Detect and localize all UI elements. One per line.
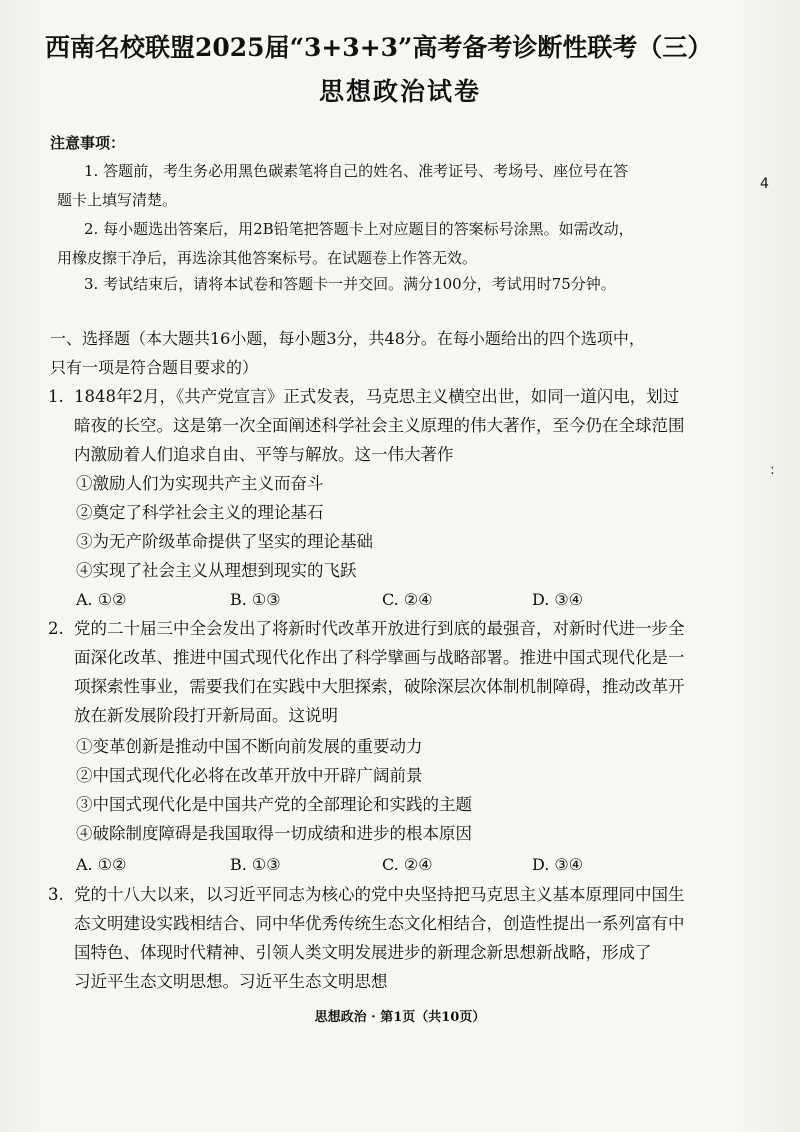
section-heading-line: 只有一项是符合题目要求的） bbox=[50, 358, 259, 377]
statement-option: ①变革创新是推动中国不断向前发展的重要动力 bbox=[76, 737, 423, 756]
statement-option: ③中国式现代化是中国共产党的全部理论和实践的主题 bbox=[76, 795, 472, 814]
question-stem-line: 面深化改革、推进中国式现代化作出了科学擘画与战略部署。推进中国式现代化是一 bbox=[74, 648, 685, 667]
choice-c[interactable]: C. ②④ bbox=[382, 590, 433, 609]
question-stem-line: 国特色、体现时代精神、引领人类文明发展进步的新理念新思想新战略，形成了 bbox=[74, 943, 652, 962]
question-stem-line: 暗夜的长空。这是第一次全面阐述科学社会主义原理的伟大著作，至今仍在全球范围 bbox=[74, 416, 685, 435]
question-stem-line: 1848年2月，《共产党宣言》正式发表，马克思主义横空出世，如同一道闪电，划过 bbox=[74, 387, 680, 406]
question-stem-line: 党的十八大以来，以习近平同志为核心的党中央坚持把马克思主义基本原理同中国生 bbox=[74, 885, 685, 904]
statement-option: ③为无产阶级革命提供了坚实的理论基础 bbox=[76, 532, 373, 551]
question-stem-line: 项探索性事业，需要我们在实践中大胆探索，破除深层次体制机制障碍，推动改革开 bbox=[74, 677, 685, 696]
question-stem-line: 习近平生态文明思想。习近平生态文明思想 bbox=[74, 972, 388, 991]
note-line: 2. 每小题选出答案后，用2B铅笔把答题卡上对应题目的答案标号涂黑。如需改动， bbox=[84, 220, 634, 238]
notes-heading: 注意事项： bbox=[50, 134, 126, 152]
statement-option: ④破除制度障碍是我国取得一切成绩和进步的根本原因 bbox=[76, 824, 472, 843]
note-line: 用橡皮擦干净后，再选涂其他答案标号。在试题卷上作答无效。 bbox=[57, 249, 478, 267]
question-number: 1. bbox=[48, 387, 64, 406]
choice-a[interactable]: A. ①② bbox=[76, 590, 127, 609]
question-stem-line: 党的二十届三中全会发出了将新时代改革开放进行到底的最强音，对新时代进一步全 bbox=[74, 619, 685, 638]
question-stem-line: 放在新发展阶段打开新局面。这说明 bbox=[74, 706, 338, 725]
exam-title: 西南名校联盟2025届“3+3+3”高考备考诊断性联考（三） bbox=[45, 33, 713, 62]
question-number: 3. bbox=[48, 885, 64, 904]
question-3 bbox=[48, 880, 720, 996]
question-number: 2. bbox=[48, 619, 64, 638]
choice-d[interactable]: D. ③④ bbox=[532, 590, 584, 609]
question-stem-line: 态文明建设实践相结合、同中华优秀传统生态文化相结合，创造性提出一系列富有中 bbox=[74, 914, 685, 933]
margin-dots: : bbox=[770, 462, 775, 478]
page-footer: 思想政治 · 第1页（共10页） bbox=[314, 1010, 486, 1025]
section-heading bbox=[50, 324, 730, 382]
question-2 bbox=[48, 614, 720, 730]
question-stem-line: 内激励着人们追求自由、平等与解放。这一伟大著作 bbox=[74, 445, 454, 464]
choice-d[interactable]: D. ③④ bbox=[532, 855, 584, 874]
statement-option: ④实现了社会主义从理想到现实的飞跃 bbox=[76, 561, 357, 580]
choice-b[interactable]: B. ①③ bbox=[230, 855, 281, 874]
statement-option: ①激励人们为实现共产主义而奋斗 bbox=[76, 474, 324, 493]
exam-subtitle: 思想政治试卷 bbox=[318, 77, 481, 106]
note-line: 1. 答题前，考生务必用黑色碳素笔将自己的姓名、准考证号、考场号、座位号在答 bbox=[84, 162, 629, 180]
statement-option: ②奠定了科学社会主义的理论基石 bbox=[76, 503, 324, 522]
statement-option: ②中国式现代化必将在改革开放中开辟广阔前景 bbox=[76, 766, 423, 785]
section-heading-line: 一、选择题（本大题共16小题，每小题3分，共48分。在每小题给出的四个选项中， bbox=[50, 329, 645, 348]
choice-b[interactable]: B. ①③ bbox=[230, 590, 281, 609]
choice-a[interactable]: A. ①② bbox=[76, 855, 127, 874]
note-line: 3. 考试结束后，请将本试卷和答题卡一并交回。满分100分，考试用时75分钟。 bbox=[84, 275, 616, 293]
margin-number: 4 bbox=[760, 176, 769, 192]
question-1 bbox=[48, 382, 720, 469]
choice-c[interactable]: C. ②④ bbox=[382, 855, 433, 874]
note-line: 题卡上填写清楚。 bbox=[57, 191, 178, 209]
